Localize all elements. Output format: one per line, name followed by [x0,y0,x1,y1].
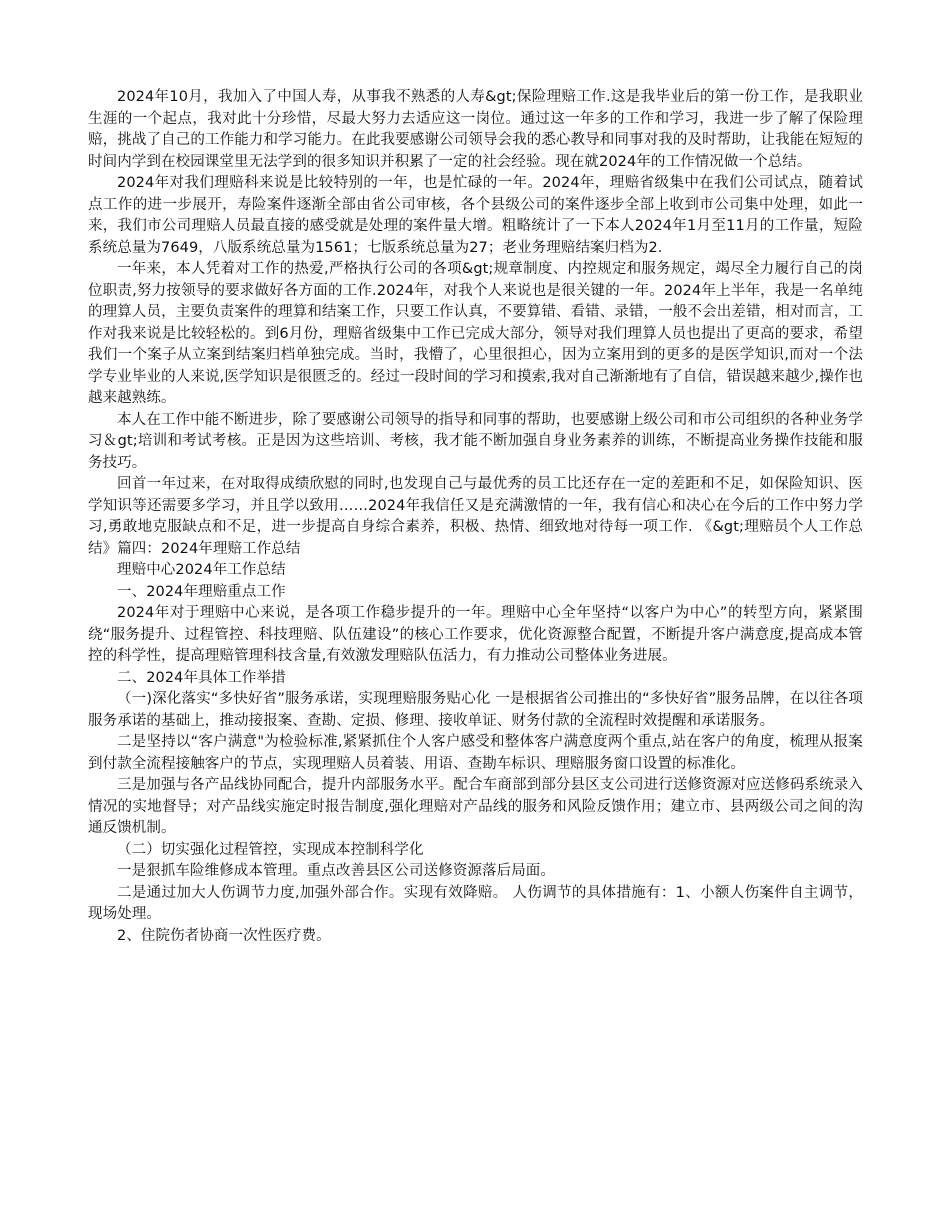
document-body [88,87,863,947]
paragraph-key-work: 2024年对于理赔中心来说，是各项工作稳步提升的一年。理赔中心全年坚持“以客户为中心”的转型方向，紧紧围绕“服务提升、过程管控、科技理赔、队伍建设”的核心工作要求，优化资源整合配置，不断提升客户满意度,提高成本管控的科学性，提高理赔管理科技含量,有效激发理赔队伍活力，有力推动公司整体业务进展。 [88,605,863,664]
section-heading-key-work: 一、2024年理赔重点工作 [117,583,286,600]
paragraph-cost-2: 二是通过加大人伤调节力度,加强外部合作。实现有效降赔。 人伤调节的具体措施有：1、小额人伤案件自主调节，现场处理。 [88,884,863,922]
paragraph-intro: 2024年10月，我加入了中国人寿，从事我不熟悉的人寿&gt;保险理赔工作.这是我毕业后的第一份工作，是我职业生涯的一个起点，我对此十分珍惜，尽最大努力去适应这一岗位。通过这一年多的工作和学习，我进一步了解了保险理赔，挑战了自己的工作能力和学习能力。在此我要感谢公司领导会我的悉心教导和同事对我的及时帮助，让我能在短短的时间内学到在校园课堂里无法学到的很多知识并积累了一定的社会经验。现在就2024年的工作情况做一个总结。 [88,89,863,170]
paragraph-workload: 2024年对我们理赔科来说是比较特别的一年，也是忙碌的一年。2024年，理赔省级集中在我们公司试点，随着试点工作的进一步展开，寿险案件逐渐全部由省公司审核，各个县级公司的案件逐步全部上收到市公司集中处理，如此一来，我们市公司理赔人员最直接的感受就是处理的案件量大增。粗略统计了一下本人2024年1月至11月的工作量，短险系统总量为7649，八版系统总量为1561；七版系统总量为27；老业务理赔结案归档为2. [88,175,863,256]
section-title: 理赔中心2024年工作总结 [117,562,286,578]
subsection-heading-cost-control: （二）切实强化过程管控，实现成本控制科学化 [117,841,424,858]
paragraph-measure-1: （一)深化落实“多快好省”服务承诺，实现理赔服务贴心化 一是根据省公司推出的“多快好省”服务品牌，在以往各项服务承诺的基础上，推动接报案、查勘、定损、修理、接收单证、财务付款的全流程时效提醒和承诺服务。 [88,691,863,729]
paragraph-training: 本人在工作中能不断进步，除了要感谢公司领导的指导和同事的帮助，也要感谢上级公司和市公司组织的各种业务学习＆gt;培训和考试考核。正是因为这些培训、考核，我才能不断加强自身业务素养的训练，不断提高业务操作技能和服务技巧。 [88,411,863,471]
section-heading-measures: 二、2024年具体工作举措 [117,669,286,686]
paragraph-measure-2: 二是坚持以“客户满意"为检验标准,紧紧抓住个人客户感受和整体客户满意度两个重点,站在客户的角度，梳理从报案到付款全流程接触客户的节点，实现理赔人员着装、用语、查勘车标识、理赔服务窗口设置的标准化。 [88,734,863,772]
paragraph-measure-3: 三是加强与各产品线协同配合，提升内部服务水平。配合车商部到部分县区支公司进行送修资源对应送修码系统录入情况的实地督导；对产品线实施定时报告制度,强化理赔对产品线的服务和风险反馈作用；建立市、县两级公司之间的沟通反馈机制。 [88,777,863,836]
paragraph-cost-1: 一是狠抓车险维修成本管理。重点改善县区公司送修资源落后局面。 [117,863,555,879]
paragraph-year-review: 一年来，本人凭着对工作的热爱,严格执行公司的各项&gt;规章制度、内控规定和服务规定，竭尽全力履行自己的岗位职责,努力按领导的要求做好各方面的工作.2024年，对我个人来说也是很关键的一年。2024年上半年，我是一名单纯的理算人员，主要负责案件的理算和结案工作，只要工作认真，不要算错、看错、录错，一般不会出差错，相对而言，工作对我来说是比较轻松的。到6月份，理赔省级集中工作已完成大部分，领导对我们理算人员也提出了更高的要求，希望我们一个案子从立案到结案归档单独完成。当时，我懵了，心里很担心，因为立案用到的更多的是医学知识,而对一个法学专业毕业的人来说,医学知识是很匮乏的。经过一段时间的学习和摸索,我对自己渐渐地有了自信，错误越来越少,操作也越来越熟练。 [88,261,863,406]
paragraph-cost-3: 2、住院伤者协商一次性医疗费。 [117,927,331,944]
paragraph-reflection: 回首一年过来，在对取得成绩欣慰的同时,也发现自己与最优秀的员工比还存在一定的差距和不足，如保险知识、医学知识等还需要多学习，并且学以致用……2024年我信任又是充满激情的一年，我有信心和决心在今后的工作中努力学习,勇敢地克服缺点和不足，进一步提高自身综合素养，积极、热情、细致地对待每一项工作. 《&gt;理赔员个人工作总结》篇四：2024年理赔工作总结 [88,476,863,557]
